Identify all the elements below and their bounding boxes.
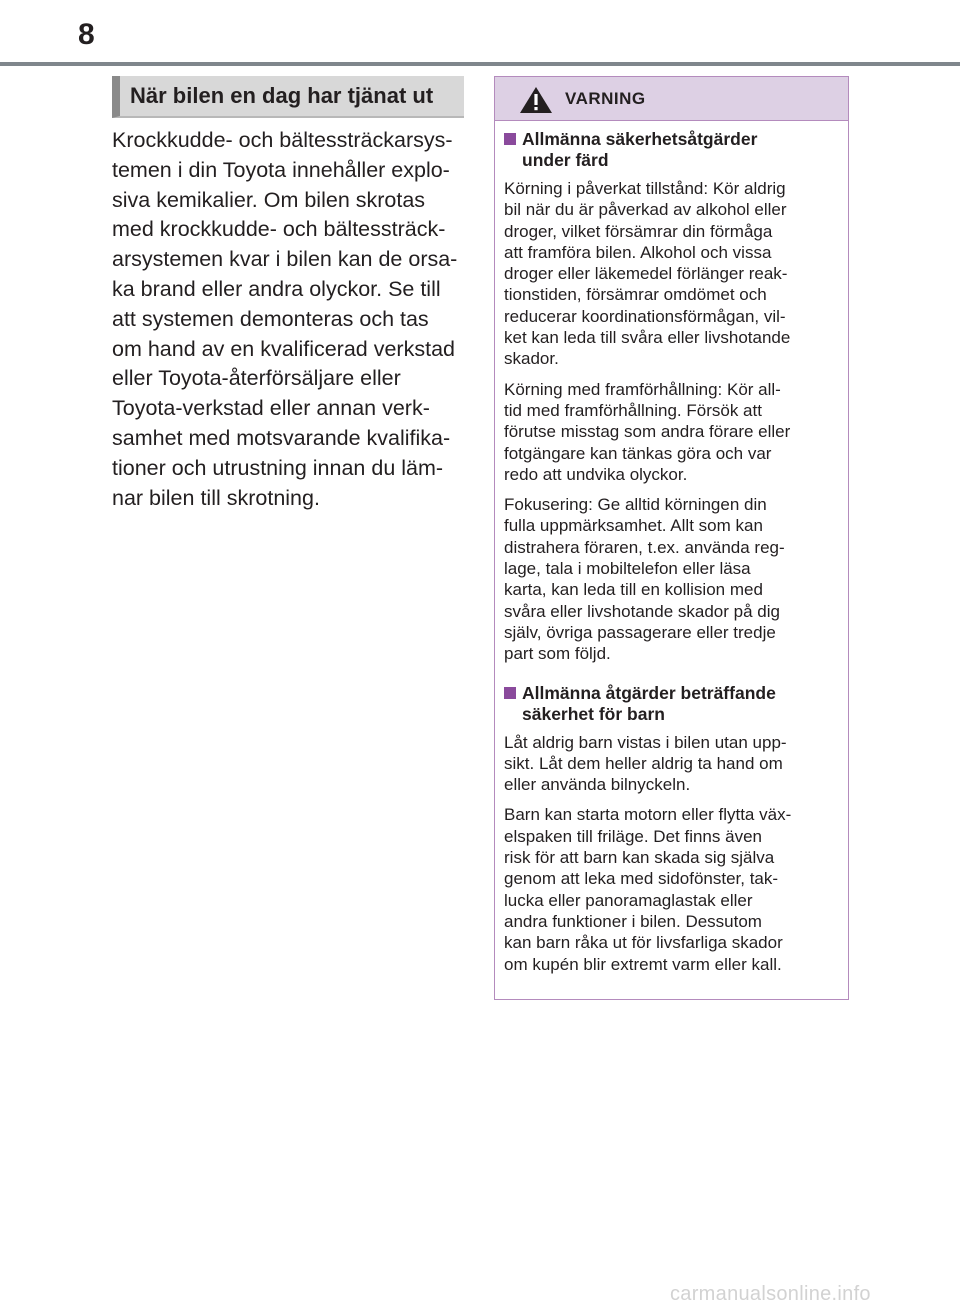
- warning-paragraph: [504, 178, 840, 370]
- warning-title: VARNING: [565, 89, 646, 108]
- subheading-line: Allmänna åtgärder beträffande: [522, 682, 776, 703]
- body-line: samhet med motsvarande kvalifika-: [112, 425, 451, 450]
- warning-paragraph: [504, 379, 840, 485]
- bullet-square-icon: [504, 687, 516, 699]
- warning-box: [494, 76, 849, 1000]
- bullet-square-icon: [504, 133, 516, 145]
- para-line: ket kan leda till svåra eller livshotande: [504, 328, 791, 348]
- para-line: elspaken till friläge. Det finns även: [504, 826, 762, 846]
- para-line: fotgängare kan tänkas göra och var: [504, 443, 772, 463]
- body-line: siva kemikalier. Om bilen skrotas: [112, 187, 426, 212]
- para-line: reducerar koordinationsförmågan, vil-: [504, 306, 786, 326]
- para-line: fulla uppmärksamhet. Allt som kan: [504, 516, 763, 536]
- para-line: att framföra bilen. Alkohol och vissa: [504, 242, 772, 262]
- body-line: med krockkudde- och bältessträck-: [112, 217, 446, 242]
- subheading-line: under färd: [522, 150, 609, 170]
- para-line: risk för att barn kan skada sig själva: [504, 848, 775, 868]
- para-line: kan barn råka ut för livsfarliga skador: [504, 933, 783, 953]
- para-line: lage, tala i mobiltelefon eller läsa: [504, 559, 751, 579]
- para-line: svåra eller livshotande skador på dig: [504, 601, 780, 621]
- warning-content: [504, 129, 840, 984]
- warning-paragraph: [504, 732, 840, 796]
- para-line: droger, vilket försämrar din förmåga: [504, 221, 773, 241]
- para-line: tionstiden, försämrar omdömet och: [504, 285, 767, 305]
- subheading-line: Allmänna säkerhetsåtgärder: [522, 129, 758, 149]
- para-line: karta, kan leda till en kollision med: [504, 580, 763, 600]
- para-line: eller använda bilnyckeln.: [504, 775, 691, 795]
- para-line: Körning med framförhållning: Kör all-: [504, 379, 781, 399]
- body-line: Toyota-verkstad eller annan verk-: [112, 396, 430, 421]
- warning-paragraph: [504, 494, 840, 664]
- para-line: bil när du är påverkad av alkohol eller: [504, 200, 787, 220]
- body-line: ka brand eller andra olyckor. Se till: [112, 276, 441, 301]
- para-line: Barn kan starta motorn eller flytta väx-: [504, 805, 792, 825]
- body-line: att systemen demonteras och tas: [112, 306, 429, 331]
- body-line: nar bilen till skrotning.: [112, 485, 320, 510]
- para-line: tid med framförhållning. Försök att: [504, 400, 762, 420]
- body-line: Krockkudde- och bältessträckarsys-: [112, 128, 453, 152]
- body-line: eller Toyota-återförsäljare eller: [112, 366, 401, 391]
- warning-paragraph: [504, 804, 840, 974]
- watermark: carmanualsonline.info: [670, 1283, 871, 1305]
- section-heading-text: När bilen en dag har tjänat ut: [130, 83, 434, 108]
- para-line: distrahera föraren, t.ex. använda reg-: [504, 537, 785, 557]
- section-heading: [112, 76, 464, 118]
- para-line: andra funktioner i bilen. Dessutom: [504, 911, 762, 931]
- para-line: själv, övriga passagerare eller tredje: [504, 622, 776, 642]
- warning-triangle-icon: [519, 86, 553, 114]
- para-line: droger eller läkemedel förlänger reak-: [504, 264, 788, 284]
- para-line: genom att leka med sidofönster, tak-: [504, 869, 779, 889]
- warning-header: [495, 77, 848, 121]
- para-line: förutse misstag som andra förare eller: [504, 422, 791, 442]
- para-line: lucka eller panoramaglastak eller: [504, 890, 753, 910]
- header-rule: [0, 62, 960, 66]
- warning-subheading: [504, 683, 840, 725]
- body-line: om hand av en kvalificerad verkstad: [112, 336, 455, 361]
- para-line: Låt aldrig barn vistas i bilen utan upp-: [504, 732, 787, 752]
- para-line: Körning i påverkat tillstånd: Kör aldrig: [504, 179, 786, 198]
- para-line: om kupén blir extremt varm eller kall.: [504, 954, 782, 974]
- para-line: skador.: [504, 349, 559, 369]
- body-line: arsystemen kvar i bilen kan de orsa-: [112, 247, 458, 272]
- body-line: temen i din Toyota innehåller explo-: [112, 157, 450, 182]
- para-line: Fokusering: Ge alltid körningen din: [504, 495, 767, 515]
- para-line: sikt. Låt dem heller aldrig ta hand om: [504, 753, 783, 773]
- para-line: part som följd.: [504, 644, 611, 664]
- section-body-text: [112, 126, 462, 513]
- body-line: tioner och utrustning innan du läm-: [112, 455, 444, 480]
- warning-subheading: [504, 129, 840, 171]
- para-line: redo att undvika olyckor.: [504, 464, 688, 484]
- page-number: 8: [78, 18, 95, 51]
- subheading-line: säkerhet för barn: [522, 703, 665, 724]
